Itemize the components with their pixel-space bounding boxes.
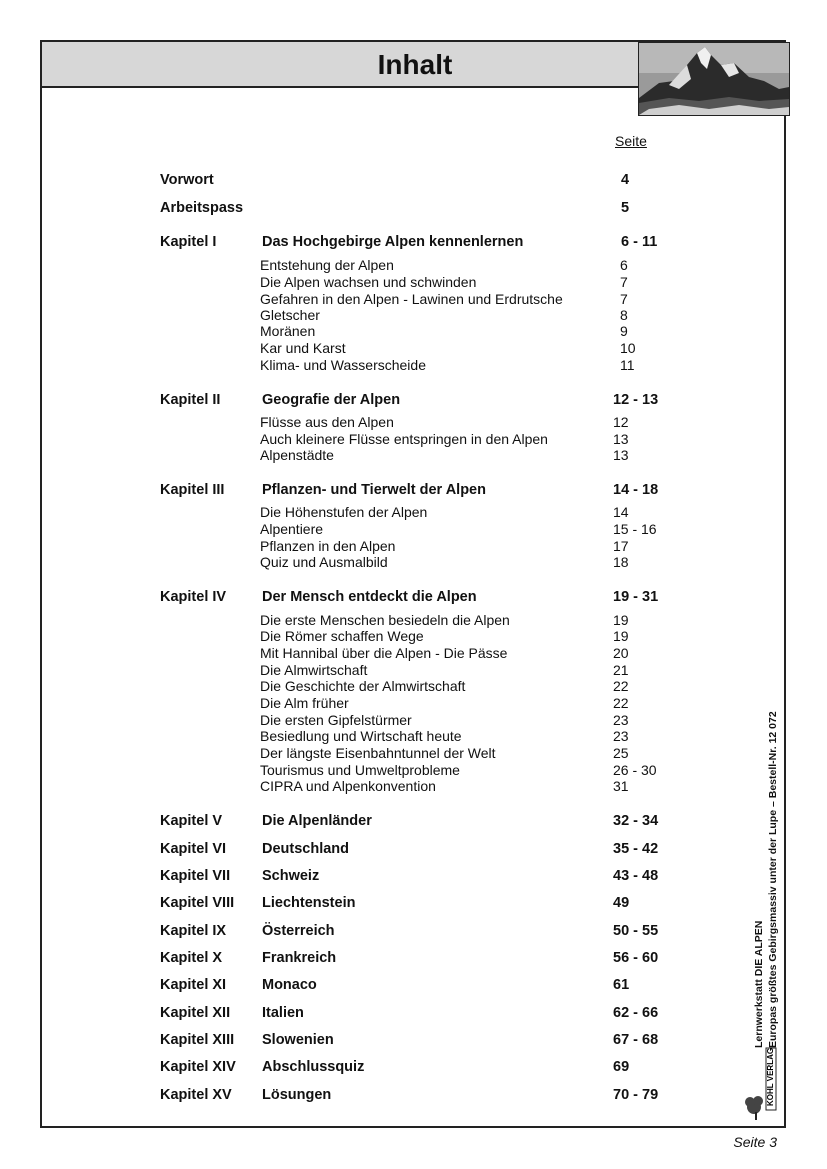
toc-subentry-title: Die Alpen wachsen und schwinden bbox=[260, 274, 477, 290]
toc-page-number: 49 bbox=[613, 895, 630, 911]
toc-subentry-title: CIPRA und Alpenkonvention bbox=[260, 778, 436, 794]
toc-page-number: 19 - 31 bbox=[613, 589, 659, 605]
toc-page-number: 21 bbox=[613, 662, 629, 678]
toc-page-number: 14 bbox=[613, 504, 629, 520]
page-frame bbox=[40, 40, 786, 1128]
toc-label: Kapitel IX bbox=[160, 923, 227, 939]
toc-chapter-title: Geografie der Alpen bbox=[262, 392, 401, 408]
toc-page-number: 4 bbox=[621, 172, 630, 188]
toc-page-number: 15 - 16 bbox=[613, 521, 657, 537]
toc-page-number: 22 bbox=[613, 695, 629, 711]
toc-chapter-title: Frankreich bbox=[262, 950, 337, 966]
toc-page-number: 20 bbox=[613, 645, 629, 661]
toc-subentry-title: Die Römer schaffen Wege bbox=[260, 628, 424, 644]
toc-page-number: 6 bbox=[620, 257, 628, 273]
toc-label: Kapitel V bbox=[160, 813, 223, 829]
toc-page-number: 31 bbox=[613, 778, 629, 794]
toc-subentry-title: Flüsse aus den Alpen bbox=[260, 414, 394, 430]
toc-chapter-title: Der Mensch entdeckt die Alpen bbox=[262, 589, 477, 605]
toc-chapter-title: Abschlussquiz bbox=[262, 1059, 365, 1075]
toc-subentry-title: Pflanzen in den Alpen bbox=[260, 538, 396, 554]
toc-page-number: 50 - 55 bbox=[613, 923, 659, 939]
toc-label: Kapitel I bbox=[160, 234, 217, 250]
toc-subentry-title: Entstehung der Alpen bbox=[260, 257, 394, 273]
toc-page-number: 17 bbox=[613, 538, 629, 554]
toc-label: Kapitel II bbox=[160, 392, 221, 408]
toc-chapter-title: Die Alpenländer bbox=[262, 813, 372, 829]
publisher-name: KOHL VERLAG bbox=[766, 1047, 775, 1106]
toc-page-number: 26 - 30 bbox=[613, 762, 657, 778]
toc-chapter-title: Österreich bbox=[262, 923, 335, 939]
toc-page-number: 62 - 66 bbox=[613, 1005, 659, 1021]
toc-label: Kapitel XI bbox=[160, 977, 227, 993]
toc-subentry-title: Kar und Karst bbox=[260, 340, 346, 356]
toc-chapter-title: Lösungen bbox=[262, 1087, 332, 1103]
toc-page-number: 6 - 11 bbox=[621, 234, 658, 250]
toc-chapter-title: Das Hochgebirge Alpen kennenlernen bbox=[262, 234, 524, 250]
side-text-line2: Europas größtes Gebirgsmassiv unter der Lupe – Bestell-Nr. 12 072 bbox=[767, 711, 779, 1048]
toc-subentry-title: Die erste Menschen besiedeln die Alpen bbox=[260, 612, 510, 628]
toc-chapter-title: Slowenien bbox=[262, 1032, 334, 1048]
toc-subentry-title: Auch kleinere Flüsse entspringen in den Alpen bbox=[260, 431, 548, 447]
toc-subentry-title: Klima- und Wasserscheide bbox=[260, 357, 426, 373]
toc-page-number: 14 - 18 bbox=[613, 482, 659, 498]
toc-label: Kapitel III bbox=[160, 482, 225, 498]
toc-page-number: 19 bbox=[613, 612, 629, 628]
toc-label: Kapitel XIII bbox=[160, 1032, 235, 1048]
toc-subentry-title: Quiz und Ausmalbild bbox=[260, 554, 388, 570]
toc-subentry-title: Alpenstädte bbox=[260, 447, 334, 463]
toc-page-number: 5 bbox=[621, 200, 630, 216]
toc-chapter-title: Schweiz bbox=[262, 868, 320, 884]
toc-label: Kapitel VIII bbox=[160, 895, 235, 911]
toc-page-number: 7 bbox=[620, 274, 628, 290]
toc-page-number: 22 bbox=[613, 678, 629, 694]
toc-page-number: 10 bbox=[620, 340, 636, 356]
toc-label: Kapitel XII bbox=[160, 1005, 231, 1021]
toc-page-number: 8 bbox=[620, 307, 628, 323]
toc-label: Vorwort bbox=[160, 172, 214, 188]
toc-page-number: 67 - 68 bbox=[613, 1032, 659, 1048]
toc-page-number: 11 bbox=[620, 357, 635, 373]
toc-subentry-title: Moränen bbox=[260, 323, 316, 339]
toc-page-number: 35 - 42 bbox=[613, 841, 659, 857]
toc-page-number: 18 bbox=[613, 554, 629, 570]
toc-page-number: 43 - 48 bbox=[613, 868, 659, 884]
toc-page-number: 56 - 60 bbox=[613, 950, 659, 966]
page-title: Inhalt bbox=[377, 49, 453, 80]
toc-label: Kapitel IV bbox=[160, 589, 227, 605]
toc-page-number: 12 - 13 bbox=[613, 392, 659, 408]
toc-chapter-title: Liechtenstein bbox=[262, 895, 356, 911]
toc-chapter-title: Monaco bbox=[262, 977, 317, 993]
toc-chapter-title: Pflanzen- und Tierwelt der Alpen bbox=[262, 482, 486, 498]
toc-label: Kapitel XV bbox=[160, 1087, 232, 1103]
toc-subentry-title: Besiedlung und Wirtschaft heute bbox=[260, 728, 462, 744]
mountain-photo bbox=[638, 42, 790, 116]
toc-label: Kapitel VII bbox=[160, 868, 231, 884]
toc-label: Kapitel XIV bbox=[160, 1059, 236, 1075]
toc-subentry-title: Alpentiere bbox=[260, 521, 324, 537]
page-number: Seite 3 bbox=[733, 1134, 777, 1150]
toc-page-number: 25 bbox=[613, 745, 629, 761]
toc-subentry-title: Die ersten Gipfelstürmer bbox=[260, 712, 412, 728]
toc-subentry-title: Tourismus und Umweltprobleme bbox=[260, 762, 460, 778]
toc-page-number: 69 bbox=[613, 1059, 630, 1075]
toc-label: Arbeitspass bbox=[160, 200, 244, 216]
toc-page-number: 13 bbox=[613, 431, 629, 447]
toc-subentry-title: Die Höhenstufen der Alpen bbox=[260, 504, 428, 520]
toc-page-number: 12 bbox=[613, 414, 629, 430]
toc-subentry-title: Gefahren in den Alpen - Lawinen und Erdrutsche bbox=[260, 291, 563, 307]
toc-label: Kapitel X bbox=[160, 950, 223, 966]
toc-chapter-title: Italien bbox=[262, 1005, 304, 1021]
toc-subentry-title: Die Alm früher bbox=[260, 695, 349, 711]
toc-page-number: 13 bbox=[613, 447, 629, 463]
publisher-logo bbox=[742, 1046, 780, 1120]
page-column-header: Seite bbox=[615, 133, 647, 149]
toc-subentry-title: Die Almwirtschaft bbox=[260, 662, 368, 678]
publisher-side-text bbox=[752, 628, 792, 1048]
toc-page-number: 23 bbox=[613, 712, 629, 728]
toc-subentry-title: Gletscher bbox=[260, 307, 320, 323]
toc-page-number: 61 bbox=[613, 977, 630, 993]
toc-label: Kapitel VI bbox=[160, 841, 227, 857]
toc-subentry-title: Mit Hannibal über die Alpen - Die Pässe bbox=[260, 645, 508, 661]
side-text-line1: Lernwerkstatt DIE ALPEN bbox=[753, 920, 765, 1048]
toc-page-number: 7 bbox=[620, 291, 628, 307]
toc-chapter-title: Deutschland bbox=[262, 841, 350, 857]
toc-subentry-title: Die Geschichte der Almwirtschaft bbox=[260, 678, 466, 694]
toc-page-number: 9 bbox=[620, 323, 628, 339]
toc-subentry-title: Der längste Eisenbahntunnel der Welt bbox=[260, 745, 496, 761]
toc-page-number: 23 bbox=[613, 728, 629, 744]
toc-page-number: 19 bbox=[613, 628, 629, 644]
toc-page-number: 70 - 79 bbox=[613, 1087, 659, 1103]
toc-page-number: 32 - 34 bbox=[613, 813, 659, 829]
